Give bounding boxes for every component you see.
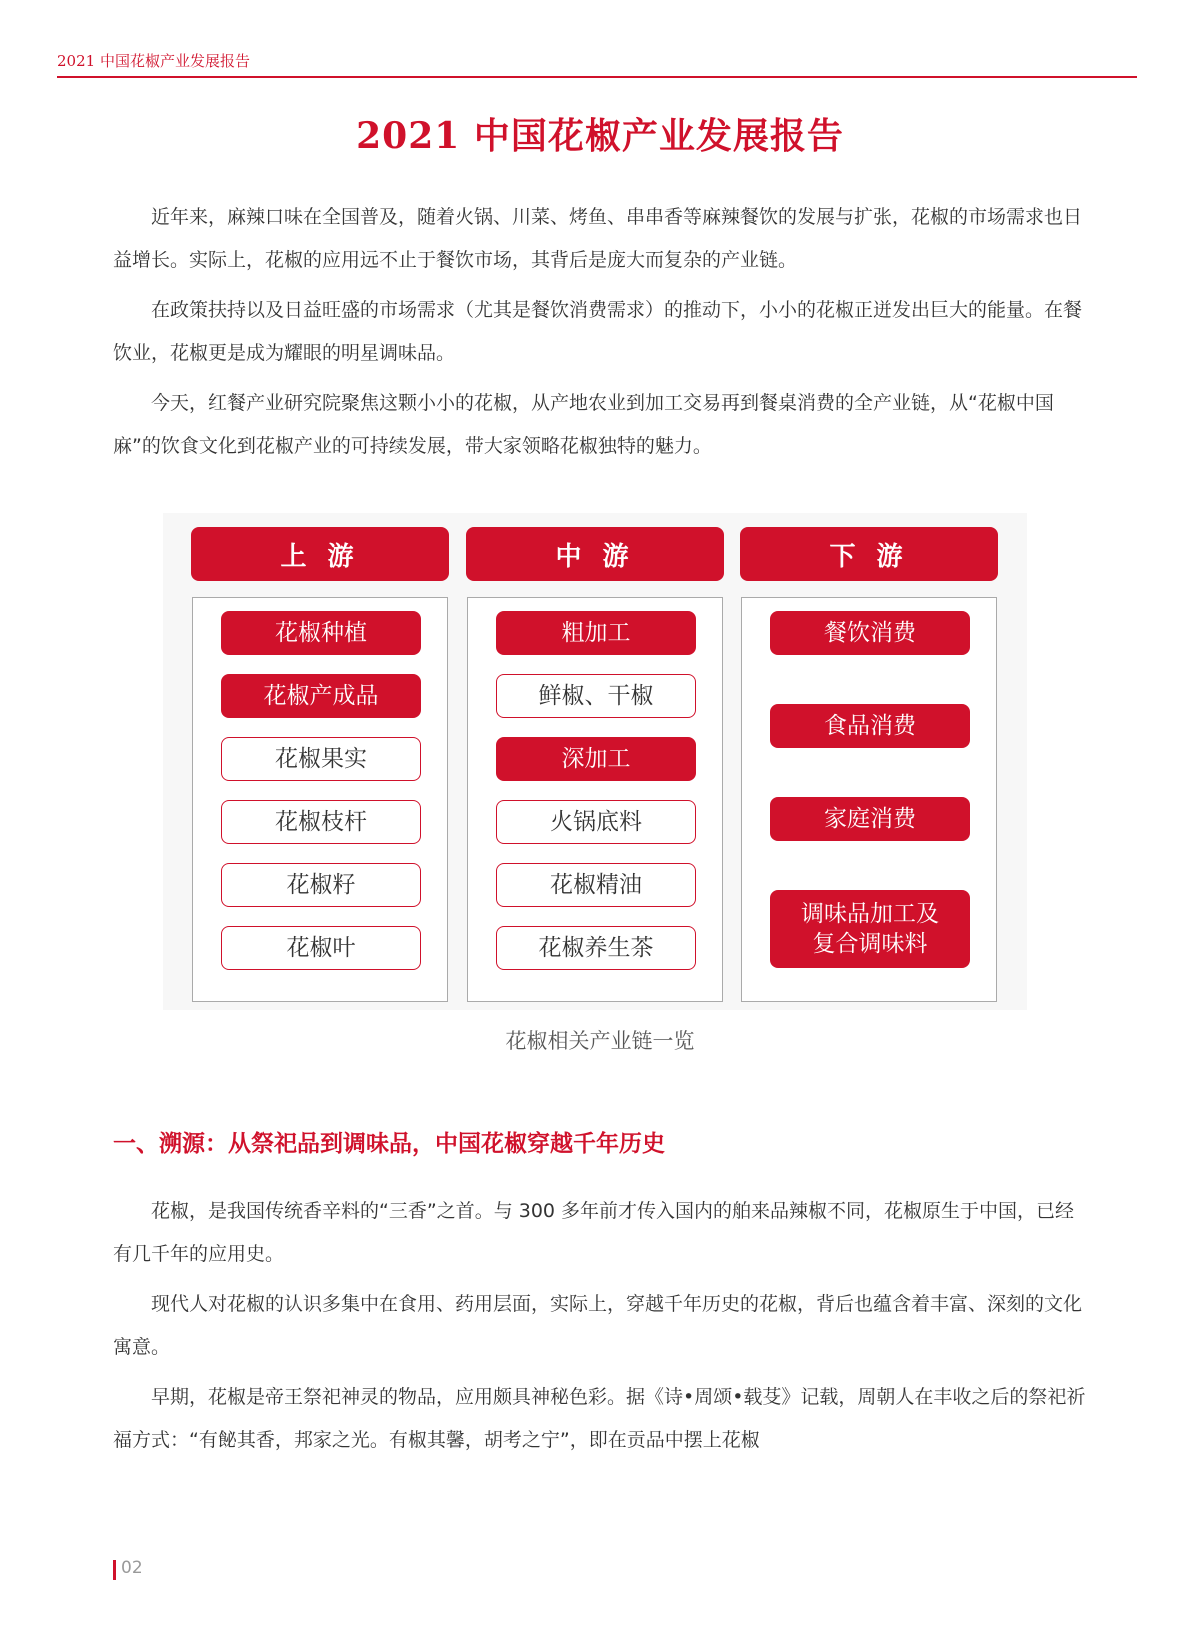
downstream-item: 家庭消费 bbox=[770, 797, 970, 841]
upstream-item: 花椒籽 bbox=[221, 863, 421, 907]
midstream-item: 粗加工 bbox=[496, 611, 696, 655]
midstream-heading: 中 游 bbox=[466, 527, 724, 581]
upstream-item: 花椒枝杆 bbox=[221, 800, 421, 844]
section-paragraph-1: 花椒，是我国传统香辛料的“三香”之首。与 300 多年前才传入国内的舶来品辣椒不同，花椒原生于中国，已经有几千年的应用史。 bbox=[113, 1200, 1075, 1265]
page-number-marker bbox=[113, 1560, 116, 1580]
section-heading: 一、溯源：从祭祀品到调味品，中国花椒穿越千年历史 bbox=[113, 1130, 665, 1157]
downstream-item: 食品消费 bbox=[770, 704, 970, 748]
downstream-heading: 下 游 bbox=[740, 527, 998, 581]
upstream-item: 花椒果实 bbox=[221, 737, 421, 781]
downstream-column bbox=[741, 597, 997, 1002]
midstream-item: 花椒精油 bbox=[496, 863, 696, 907]
upstream-column bbox=[192, 597, 448, 1002]
midstream-item: 火锅底料 bbox=[496, 800, 696, 844]
document-title: 2021 中国花椒产业发展报告 bbox=[356, 115, 844, 157]
intro-paragraph-1: 近年来，麻辣口味在全国普及，随着火锅、川菜、烤鱼、串串香等麻辣餐饮的发展与扩张，花椒的市场需求也日益增长。实际上，花椒的应用远不止于餐饮市场，其背后是庞大而复杂的产业链。 bbox=[113, 206, 1083, 271]
intro-paragraph-2: 在政策扶持以及日益旺盛的市场需求（尤其是餐饮消费需求）的推动下，小小的花椒正迸发出巨大的能量。在餐饮业，花椒更是成为耀眼的明星调味品。 bbox=[113, 299, 1083, 364]
industry-chain-chart bbox=[163, 513, 1027, 1010]
upstream-item: 花椒种植 bbox=[221, 611, 421, 655]
downstream-item: 餐饮消费 bbox=[770, 611, 970, 655]
upstream-item: 花椒产成品 bbox=[221, 674, 421, 718]
upstream-item: 花椒叶 bbox=[221, 926, 421, 970]
midstream-item: 鲜椒、干椒 bbox=[496, 674, 696, 718]
midstream-column bbox=[467, 597, 723, 1002]
page-number: 02 bbox=[121, 1558, 143, 1578]
header-divider bbox=[57, 76, 1137, 78]
chart-caption: 花椒相关产业链一览 bbox=[505, 1029, 695, 1053]
running-header-title: 2021 中国花椒产业发展报告 bbox=[57, 52, 250, 70]
midstream-item: 深加工 bbox=[496, 737, 696, 781]
intro-paragraph-3: 今天，红餐产业研究院聚焦这颗小小的花椒，从产地农业到加工交易再到餐桌消费的全产业链，从“花椒中国麻”的饮食文化到花椒产业的可持续发展，带大家领略花椒独特的魅力。 bbox=[113, 392, 1054, 457]
upstream-heading: 上 游 bbox=[191, 527, 449, 581]
midstream-item: 花椒养生茶 bbox=[496, 926, 696, 970]
section-paragraph-3: 早期，花椒是帝王祭祀神灵的物品，应用颇具神秘色彩。据《诗•周颂•载芟》记载，周朝人在丰收之后的祭祀祈福方式：“有飶其香，邦家之光。有椒其馨，胡考之宁”，即在贡品中摆上花椒 bbox=[113, 1386, 1086, 1451]
section-paragraph-2: 现代人对花椒的认识多集中在食用、药用层面，实际上，穿越千年历史的花椒，背后也蕴含着丰富、深刻的文化寓意。 bbox=[113, 1293, 1083, 1358]
downstream-item: 调味品加工及复合调味料 bbox=[770, 890, 970, 968]
